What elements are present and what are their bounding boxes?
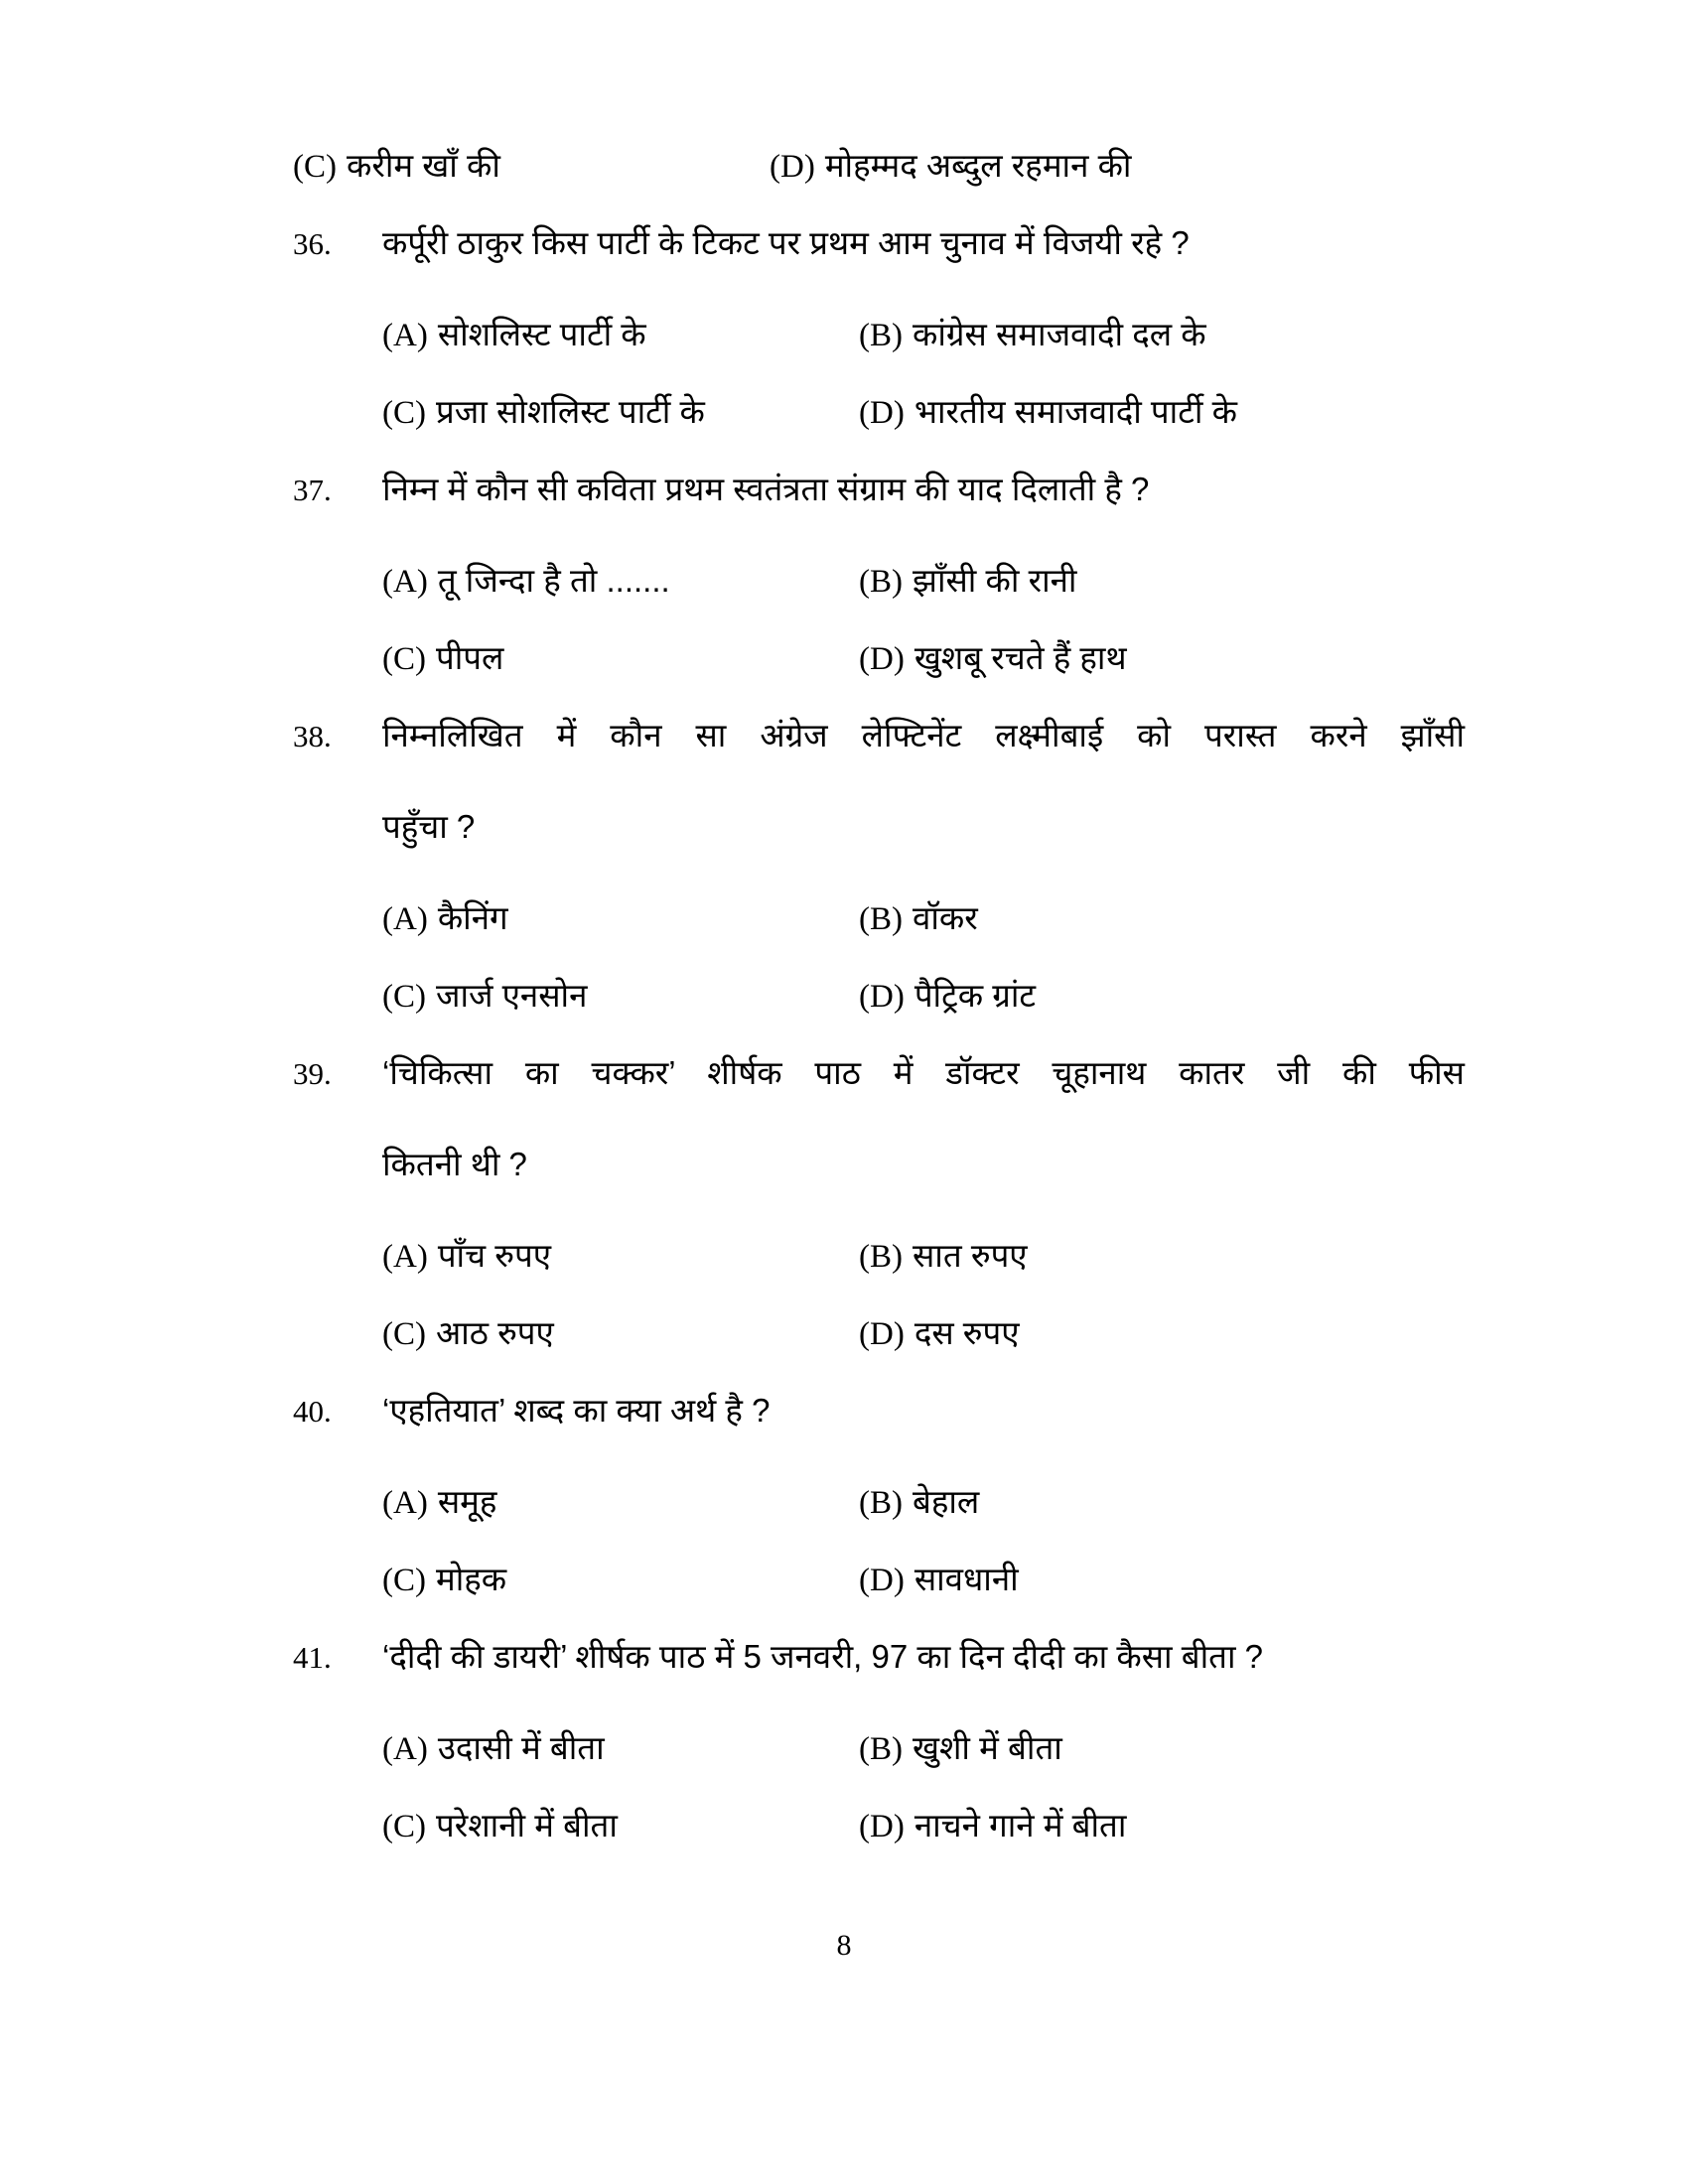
- option-a: [382, 901, 859, 936]
- question-text-continuation-row: [293, 1148, 1465, 1239]
- option-c: [382, 641, 859, 676]
- option-letter: (B): [859, 901, 903, 937]
- option-row: [382, 641, 1465, 719]
- option-b: [859, 1731, 1465, 1766]
- question-block: [293, 1640, 1465, 1886]
- option-row: [382, 318, 1465, 395]
- option-group: [293, 1485, 1465, 1640]
- option-letter: (A): [382, 1239, 428, 1275]
- option-text: सात रुपए: [913, 1237, 1028, 1274]
- option-text: मोहम्मद अब्दुल रहमान की: [824, 147, 1132, 184]
- option-letter: (C): [382, 1316, 426, 1352]
- option-letter: (D): [859, 641, 905, 677]
- option-d: [770, 149, 1465, 184]
- option-text: तू जिन्दा है तो .......: [437, 562, 670, 599]
- option-group: [293, 564, 1465, 719]
- option-text: खुशी में बीता: [913, 1729, 1062, 1766]
- option-b: [859, 1485, 1465, 1520]
- option-b: [859, 1239, 1465, 1274]
- option-letter: (D): [859, 1316, 905, 1352]
- option-letter: (A): [382, 564, 428, 600]
- option-a: [382, 1731, 859, 1766]
- question-block: [293, 473, 1465, 719]
- option-letter: (C): [382, 641, 426, 677]
- option-letter: (A): [382, 901, 428, 937]
- question-heading: [293, 1056, 1465, 1148]
- option-text: कैनिंग: [437, 899, 508, 936]
- option-letter: (D): [859, 979, 905, 1015]
- option-letter: (A): [382, 1731, 428, 1767]
- option-text: पाँच रुपए: [437, 1237, 551, 1274]
- question-heading: [293, 1640, 1465, 1731]
- question-heading: [293, 226, 1465, 318]
- option-a: [382, 318, 859, 352]
- option-group: [293, 1239, 1465, 1394]
- question-heading: [293, 1394, 1465, 1485]
- question-text: निम्नलिखित में कौन सा अंग्रेज लेफ्टिनेंट लक्ष्मीबाई को परास्त करने झाँसी: [382, 717, 1465, 753]
- option-letter: (B): [859, 1731, 903, 1767]
- option-row: [382, 901, 1465, 979]
- question-number: 40.: [293, 1394, 332, 1429]
- option-c: [382, 1809, 859, 1843]
- option-letter: (B): [859, 564, 903, 600]
- option-row: [382, 979, 1465, 1056]
- option-letter: (B): [859, 318, 903, 353]
- option-c: [382, 979, 859, 1014]
- option-letter: (C): [382, 1809, 426, 1844]
- option-text: करीम खाँ की: [347, 147, 500, 184]
- question-number: 37.: [293, 473, 332, 507]
- carryover-option-row: [293, 149, 1465, 226]
- option-group: [293, 1731, 1465, 1886]
- option-text: बेहाल: [913, 1483, 980, 1520]
- option-b: [859, 564, 1465, 599]
- option-text: प्रजा सोशलिस्ट पार्टी के: [436, 393, 705, 430]
- option-group: [293, 318, 1465, 473]
- question-block: [293, 226, 1465, 473]
- option-text: कांग्रेस समाजवादी दल के: [913, 316, 1206, 352]
- option-letter: (C): [293, 149, 337, 185]
- page-number: 8: [836, 1929, 852, 1962]
- option-text: मोहक: [436, 1561, 507, 1597]
- option-letter: (B): [859, 1485, 903, 1521]
- question-block: [293, 1056, 1465, 1394]
- question-text: ‘एहतियात’ शब्द का क्या अर्थ है ?: [382, 1392, 771, 1429]
- option-text: सावधानी: [914, 1561, 1019, 1597]
- option-row: [382, 1239, 1465, 1316]
- option-c: [293, 149, 770, 184]
- option-d: [859, 1563, 1465, 1597]
- option-c: [382, 1563, 859, 1597]
- option-d: [859, 1316, 1465, 1351]
- question-block: [293, 1394, 1465, 1640]
- option-text: पैट्रिक ग्रांट: [914, 977, 1037, 1014]
- option-b: [859, 901, 1465, 936]
- option-d: [859, 979, 1465, 1014]
- question-heading: [293, 473, 1465, 564]
- question-number: 38.: [293, 719, 332, 753]
- option-d: [859, 641, 1465, 676]
- option-b: [859, 318, 1465, 352]
- option-text: वॉकर: [913, 899, 978, 936]
- option-letter: (D): [859, 395, 905, 431]
- option-text: आठ रुपए: [436, 1314, 554, 1351]
- question-text-continuation-row: [293, 810, 1465, 901]
- option-letter: (D): [859, 1809, 905, 1844]
- option-row: [382, 1485, 1465, 1563]
- option-text: परेशानी में बीता: [436, 1807, 618, 1843]
- option-row: [382, 1809, 1465, 1886]
- option-text: भारतीय समाजवादी पार्टी के: [914, 393, 1237, 430]
- option-letter: (C): [382, 979, 426, 1015]
- question-text: निम्न में कौन सी कविता प्रथम स्वतंत्रता संग्राम की याद दिलाती है ?: [382, 471, 1150, 507]
- question-text-continuation: कितनी थी ?: [382, 1146, 527, 1182]
- question-list: [293, 149, 1465, 1886]
- option-d: [859, 1809, 1465, 1843]
- question-number: 39.: [293, 1056, 332, 1091]
- question-text: ‘चिकित्सा का चक्कर’ शीर्षक पाठ में डॉक्टर चूहानाथ कातर जी की फीस: [382, 1054, 1465, 1091]
- option-row: [382, 395, 1465, 473]
- option-letter: (A): [382, 318, 428, 353]
- option-text: सोशलिस्ट पार्टी के: [437, 316, 646, 352]
- option-text: नाचने गाने में बीता: [914, 1807, 1127, 1843]
- option-group: [293, 901, 1465, 1056]
- question-block: [293, 719, 1465, 1056]
- option-text: दस रुपए: [914, 1314, 1020, 1351]
- question-number: 36.: [293, 226, 332, 261]
- option-text: जार्ज एनसोन: [436, 977, 588, 1014]
- option-row: [382, 1316, 1465, 1394]
- option-row: [382, 564, 1465, 641]
- question-text-continuation: पहुँचा ?: [382, 808, 476, 845]
- option-text: समूह: [437, 1483, 497, 1520]
- option-letter: (C): [382, 395, 426, 431]
- question-text: कर्पूरी ठाकुर किस पार्टी के टिकट पर प्रथम आम चुनाव में विजयी रहे ?: [382, 224, 1190, 261]
- option-c: [382, 395, 859, 430]
- option-text: उदासी में बीता: [437, 1729, 605, 1766]
- option-letter: (D): [859, 1563, 905, 1598]
- option-letter: (D): [770, 149, 815, 185]
- option-a: [382, 1485, 859, 1520]
- question-text: ‘दीदी की डायरी’ शीर्षक पाठ में 5 जनवरी, 97 का दिन दीदी का कैसा बीता ?: [382, 1638, 1264, 1675]
- question-number: 41.: [293, 1640, 332, 1675]
- question-heading: [293, 719, 1465, 810]
- option-row: [382, 1731, 1465, 1809]
- option-letter: (C): [382, 1563, 426, 1598]
- option-a: [382, 564, 859, 599]
- option-row: [382, 1563, 1465, 1640]
- option-letter: (A): [382, 1485, 428, 1521]
- option-d: [859, 395, 1465, 430]
- option-a: [382, 1239, 859, 1274]
- option-text: खुशबू रचते हैं हाथ: [914, 639, 1127, 676]
- option-text: पीपल: [436, 639, 504, 676]
- option-c: [382, 1316, 859, 1351]
- option-text: झाँसी की रानी: [913, 562, 1077, 599]
- option-letter: (B): [859, 1239, 903, 1275]
